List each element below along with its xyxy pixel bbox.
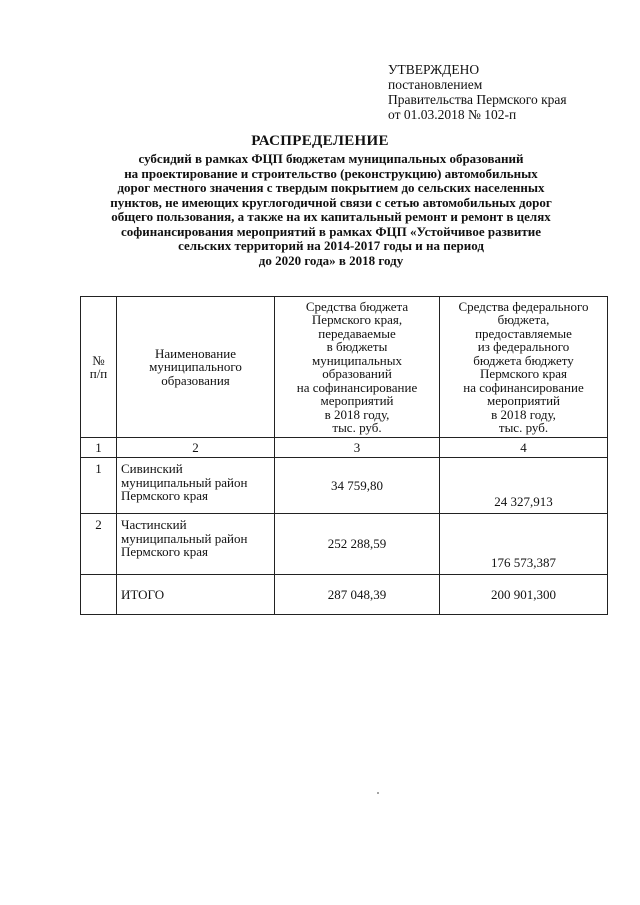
subtitle-line: пунктов, не имеющих круглогодичной связи с сетью автомобильных дорог [110, 194, 552, 210]
total-row [81, 575, 608, 615]
approval-heading: УТВЕРЖДЕНО [388, 62, 480, 77]
regional-amount: 34 759,80 [275, 458, 440, 514]
column-number: 4 [440, 438, 608, 458]
total-regional: 287 048,39 [275, 575, 440, 615]
row-number: 1 [81, 458, 117, 514]
subtitle-line: на проектирование и строительство (реконструкцию) автомобильных [124, 165, 538, 181]
header-name: Наименование муниципального образования [117, 297, 275, 438]
header-federal-budget: Средства федерального бюджета, предоставляемые из федерального бюджета бюджету Пермского края на софинансирование мероприятий в 2018 году, тыс. руб. [440, 297, 608, 438]
table-row [81, 458, 608, 514]
subtitle-line: до 2020 года» в 2018 году [258, 252, 404, 268]
subtitle-line: субсидий в рамках ФЦП бюджетам муниципальных образований [138, 151, 524, 166]
row-number: 2 [81, 514, 117, 575]
approval-stamp [388, 62, 567, 122]
approval-line: от 01.03.2018 № 102-п [388, 107, 517, 122]
column-number: 3 [275, 438, 440, 458]
subtitle-line: дорог местного значения с твердым покрытием до сельских населенных [117, 180, 545, 195]
document-title: РАСПРЕДЕЛЕНИЕ [251, 133, 389, 149]
federal-amount: 24 327,913 [440, 458, 608, 514]
total-federal: 200 901,300 [440, 575, 608, 615]
total-label: ИТОГО [117, 575, 275, 615]
header-regional-budget: Средства бюджета Пермского края, передаваемые в бюджеты муниципальных образований на софинансирование мероприятий в 2018 году, тыс. руб. [275, 297, 440, 438]
municipality-name: Сивинский муниципальный район Пермского края [117, 458, 275, 514]
federal-amount: 176 573,387 [440, 514, 608, 575]
table-header-row [81, 297, 608, 438]
column-number: 2 [117, 438, 275, 458]
column-number: 1 [81, 438, 117, 458]
subtitle-line: софинансирования мероприятий в рамках ФЦП «Устойчивое развитие [121, 223, 541, 239]
table-row [81, 514, 608, 575]
subtitle-line: сельских территорий на 2014-2017 годы и на период [178, 238, 484, 253]
total-num-cell [81, 575, 117, 615]
regional-amount: 252 288,59 [275, 514, 440, 575]
approval-line: Правительства Пермского края [388, 92, 567, 107]
approval-line: постановлением [388, 77, 483, 92]
subtitle-line: общего пользования, а также на их капитальный ремонт и ремонт в целях [111, 209, 551, 224]
column-number-row [81, 438, 608, 458]
distribution-table [80, 296, 608, 615]
scan-speck [377, 792, 379, 794]
document-subtitle [100, 152, 562, 268]
header-num: № п/п [81, 297, 117, 438]
municipality-name: Частинский муниципальный район Пермского края [117, 514, 275, 575]
